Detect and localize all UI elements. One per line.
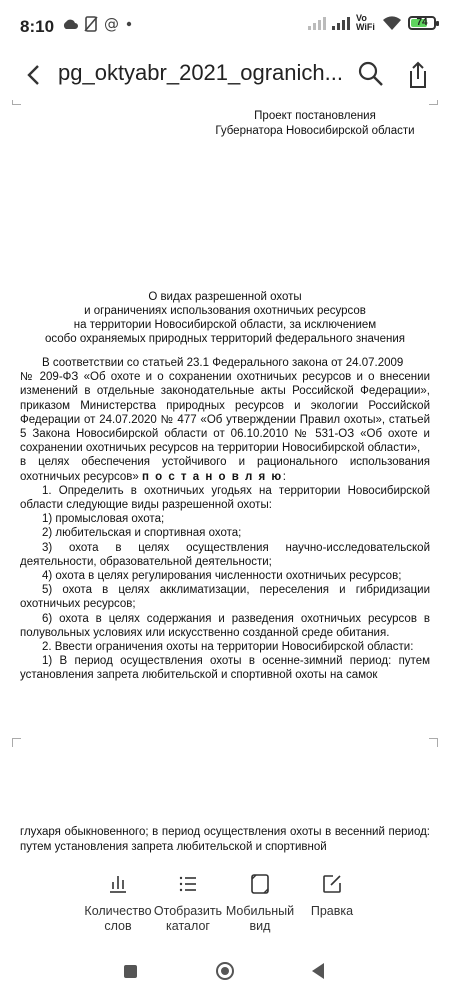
cloud-icon	[62, 18, 78, 30]
word-count-label-2: слов	[104, 919, 132, 933]
paragraph: глухаря обыкновенного; в период осуществления охоты в весенний период: путем установления запрета любительской и спортивной	[20, 826, 430, 853]
heading-line: на территории Новосибирской области, за исключением	[73, 319, 377, 331]
list-item: 3) охота в целях осуществления научно-исследовательской деятельности, образовательной деятельности;	[20, 541, 430, 568]
back-triangle-icon[interactable]	[312, 963, 324, 979]
document-page-2	[0, 825, 450, 860]
paragraph-text: в целях обеспечения устойчивого и рационального использования охотничьих ресурсов»	[20, 456, 430, 483]
battery-icon	[408, 16, 436, 30]
page-corner-mark	[429, 100, 438, 105]
app-bar	[0, 52, 450, 98]
document-body	[20, 356, 430, 683]
status-bar	[0, 0, 450, 52]
document-page	[0, 100, 450, 750]
share-icon[interactable]	[403, 60, 431, 90]
back-arrow-icon[interactable]	[22, 60, 50, 90]
header-line: Проект постановления	[254, 110, 376, 122]
list-item: 6) охота в целях содержания и разведения охотничьих ресурсов в полувольных условиях или искусственно созданной среде обитания.	[20, 612, 430, 639]
word-count-label: Количество	[84, 904, 152, 918]
edit-icon	[320, 872, 344, 896]
header-line: Губернатора Новосибирской области	[215, 125, 415, 137]
edit-label: Правка	[310, 904, 354, 918]
list-item: 1) промысловая охота;	[42, 513, 165, 526]
page-corner-mark	[429, 738, 438, 747]
decree-word: п о с т а н о в л я ю	[141, 470, 283, 483]
home-circle-icon[interactable]	[216, 962, 234, 980]
list-item: 2) любительская и спортивная охота;	[42, 527, 242, 540]
document-heading	[20, 290, 430, 346]
show-toc-label-2: каталог	[166, 919, 210, 933]
document-title: pg_oktyabr_2021_ogranich...	[58, 60, 343, 85]
mobile-view-label: Мобильный	[225, 904, 295, 918]
system-nav-bar	[0, 946, 450, 1000]
mobile-view-label-2: вид	[249, 919, 271, 933]
at-sign-icon	[104, 16, 120, 32]
page-corner-mark	[12, 100, 21, 105]
heading-line: особо охраняемых природных территорий федерального значения	[45, 333, 405, 345]
vowifi-label: Vo WiFi	[356, 13, 375, 32]
bar-chart-icon	[106, 872, 130, 896]
list-icon	[176, 872, 200, 896]
battery-level: 74	[416, 17, 428, 28]
frame-icon	[248, 872, 272, 896]
document-viewer[interactable]	[0, 100, 450, 860]
search-icon[interactable]	[357, 60, 385, 88]
word-count-button[interactable]	[78, 872, 158, 934]
edit-button[interactable]	[292, 872, 372, 919]
wifi-icon	[382, 15, 402, 31]
mobile-view-button[interactable]	[220, 872, 300, 934]
recents-square-icon[interactable]	[124, 965, 137, 978]
paragraph: 2. Ввести ограничения охоты на территории Новосибирской области:	[42, 641, 414, 654]
paragraph: 1. Определить в охотничьих угодьях на территории Новосибирской области следующие виды разрешенной охоты:	[20, 484, 430, 512]
system-icons	[308, 14, 436, 32]
paragraph	[20, 455, 430, 483]
document-header	[205, 109, 425, 139]
dot-icon	[126, 21, 132, 27]
list-item: 5) охота в целях акклиматизации, переселения и гибридизации охотничьих ресурсов;	[20, 584, 430, 611]
show-toc-label: Отобразить	[153, 904, 223, 918]
list-item: 4) охота в целях регулирования численности охотничьих ресурсов;	[42, 570, 402, 583]
heading-line: и ограничениях использования охотничьих ресурсов	[84, 305, 366, 317]
decree-colon: :	[282, 470, 286, 483]
heading-line: О видах разрешенной охоты	[148, 291, 302, 303]
paragraph: В соответствии со статьей 23.1 Федерального закона от 24.07.2009	[42, 357, 404, 369]
bottom-toolbar	[0, 860, 450, 944]
no-sim-icon	[84, 16, 98, 32]
signal-bars-2-icon	[332, 16, 350, 30]
show-toc-button[interactable]	[148, 872, 228, 934]
signal-bars-icon	[308, 16, 326, 30]
list-item: 1) В период осуществления охоты в осенне-зимний период: путем установления запрета любительской и спортивной охоты на самок	[20, 655, 430, 682]
paragraph: № 209-ФЗ «Об охоте и о сохранении охотничьих ресурсов и о внесении изменений в отдельные законодательные акты Российской Федерации», приказом Министерства природных ресурсов и экологии Российской Федерации от 24.07.2020 № 477 «Об утверждении Правил охоты», статьей 5 Закона Новосибирской области от 06.10.2010 № 531-ОЗ «Об охоте и сохранении охотничьих ресурсов на территории Новосибирской области»,	[20, 371, 430, 455]
page-corner-mark	[12, 738, 21, 747]
svg-text:@: @	[104, 16, 119, 32]
clock: 8:10	[20, 17, 55, 36]
notification-icons	[62, 16, 132, 32]
